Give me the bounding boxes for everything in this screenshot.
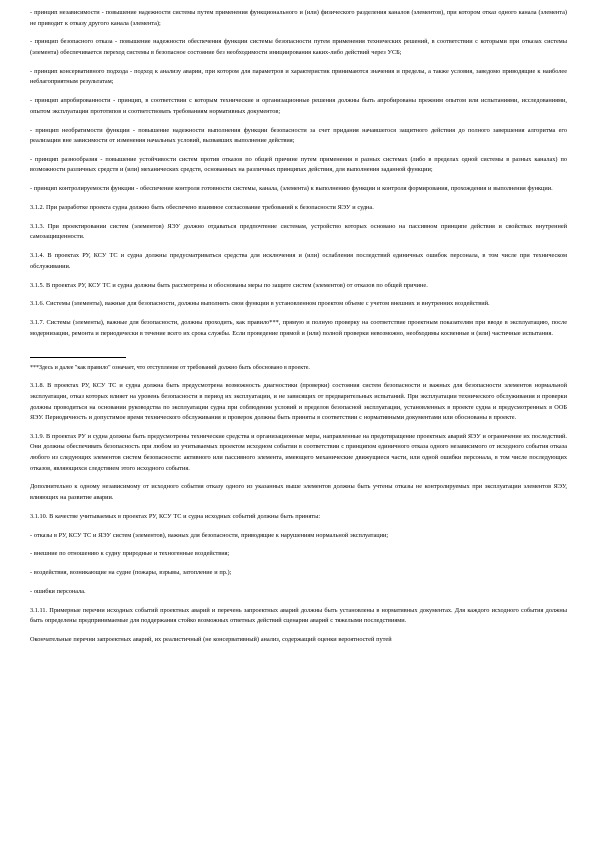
principle-controllability: - принцип контролируемости функции - обеспечение контроля готовности системы, канала, (элемента) к выполнению функции и контроля формирования, прохождения и выполнения функции.	[30, 185, 553, 193]
clause-3-1-5: 3.1.5. В проектах РУ, КСУ ТС и судна должны быть рассмотрены и обоснованы меры по защите систем (элементов) от отказов по общей причине.	[30, 281, 428, 289]
clause-3-1-3: 3.1.3. При проектировании систем (элементов) ЯЭУ должно отдаваться предпочтение системам, устройство которых основано на пассивном принципе действия и свойствах внутренней самозащищенности.	[30, 222, 567, 241]
clause-3-1-9-addendum: Дополнительно к одному независимому от исходного события отказу одного из указанных выше элементов должны быть учтены отказы не контролируемых при эксплуатации элементов ЯЭУ, влияющих на развитие аварии.	[30, 483, 567, 502]
list-item-external-impacts: - внешние по отношению к судну природные и техногенные воздействия;	[30, 550, 230, 558]
clause-3-1-7: 3.1.7. Системы (элементы), важные для безопасности, должны проходить, как правило***, прямую и полную проверку на соответствие проектным показателям при вводе в эксплуатацию, после модернизации, ремонта и периодически в течение всего их срока службы. Если проведение прямой и (или) полной проверки невозможно, необходимы косвенные и (или) частичные испытания.	[30, 319, 567, 337]
document-page	[30, 8, 567, 654]
clause-3-1-6: 3.1.6. Системы (элементы), важные для безопасности, должны выполнять свои функции в установленном проектом объеме с учетом внешних и внутренних воздействий.	[30, 300, 490, 308]
principle-diversity: - принцип разнообразия - повышение устойчивости систем против отказов по общей причине путем применения в разных системах (либо в пределах одной системы в разных каналах) по возможности различных средств и (или) механических средств, основанных на различных принципах действия, для выполнения заданной функции;	[30, 155, 567, 174]
clause-3-1-2: 3.1.2. При разработке проекта судна должно быть обеспечено взаимное согласование требований к безопасности ЯЭУ и судна.	[30, 204, 374, 212]
top-section	[30, 8, 567, 339]
clause-3-1-4: 3.1.4. В проектах РУ, КСУ ТС и судна должны предусматриваться средства для исключения и (или) ослабления последствий единичных ошибок персонала, в том числе при техническом обслуживании.	[30, 252, 567, 270]
clause-3-1-9: 3.1.9. В проектах РУ и судна должны быть предусмотрены технические средства и организационные меры, направленные на предотвращение проектных аварий ЯЭУ и ограничение их последствий. Они должны обеспечивать безопасность при любом из учитываемых проектом исходном событии в соответствии с принципом единичного отказа одного независимого от исходного события отказа любого из следующих элементов систем безопасности: активного или пассивного элемента, имеющего механические движущиеся части, или одной ошибки персонала, в том числе последующих отказов, являющихся следствием этого исходного события.	[30, 432, 567, 472]
principle-irreversibility: - принцип необратимости функции - повышение надежности выполнения функции безопасности за счет придания начавшегося защитного действия до полного завершения алгоритма его реализации вне зависимости от изменения начальных условий, вызвавших выполнение действия;	[30, 126, 567, 145]
clause-3-1-10: 3.1.10. В качестве учитываемых в проектах РУ, КСУ ТС и судна исходных событий должны быть приняты:	[30, 512, 321, 520]
footnote: ***Здесь и далее "как правило" означает, что отступление от требований должно быть обосновано в проекте.	[30, 365, 310, 372]
principle-conservative: - принцип консервативного подхода - подход к анализу аварии, при котором для параметров и характеристик принимаются значения и пределы, а также условия, заведомо приводящие к наиболее неблагоприятным результатам;	[30, 67, 567, 86]
principle-proven: - принцип апробированности - принцип, в соответствии с которым технические и организационные решения должны быть апробированы прежним опытом или испытаниями, исследованиями, опытом эксплуатации прототипов и соответствовать требованиям нормативных документов;	[30, 97, 567, 115]
list-item-personnel-errors: - ошибки персонала.	[30, 587, 86, 595]
clause-3-1-8: 3.1.8. В проектах РУ, КСУ ТС и судна должна быть предусмотрена возможность диагностики (проверки) состояния систем безопасности и важных для безопасности элементов нормальной эксплуатации, отказ которых влияет на уровень безопасности в период их эксплуатации, и не зависящих от предварительных испытаний. При эксплуатации технического обслуживания и проверки должны проводиться на основании руководства по эксплуатации судна при соблюдении условий и пределов безопасной эксплуатации, установленных в проекте судна и предусмотренных в ООБ ЯЭУ. Периодичность и допустимое время технического обслуживания и проверок должны быть приняты в соответствии с нормативными документами или обоснованы в проекте.	[30, 382, 567, 422]
principle-independence: - принцип независимости - повышение надежности системы путем применения функционального и (или) физического разделения каналов (элементов), при котором отказ одного канала (элемента) не приводит к отказу другого канала (элемента);	[30, 9, 567, 27]
clause-3-1-11: 3.1.11. Примерные перечни исходных событий проектных аварий и перечень запроектных аварий должны быть установлены в нормативных документах. Для каждого исходного события должны быть определены предпринимаемые для поддержания стойко возможных ответных действий сценарии аварий с тяжелыми последствиями.	[30, 606, 567, 625]
final-paragraph: Окончательные перечни запроектных аварий, их реалистичный (не консервативный) анализ, содержащий оценки вероятностей путей	[30, 636, 392, 644]
list-item-onboard-impacts: - воздействия, возникающие на судне (пожары, взрывы, затопление и пр.);	[30, 569, 232, 577]
list-item-failures: - отказы в РУ, КСУ ТС и ЯЭУ систем (элементов), важных для безопасности, приводящие к нарушениям нормальной эксплуатации;	[30, 531, 389, 539]
principle-safe-failure: - принцип безопасного отказа - повышение надежности обеспечения функции системы безопасности путем применения технических решений, в соответствии с которыми при отказах системы (элемента) обеспечивается переход системы в безопасное состояние без необходимости инициирования каких-либо действий через УСБ;	[30, 38, 567, 56]
footnote-divider	[30, 357, 126, 358]
bottom-section	[30, 381, 567, 645]
